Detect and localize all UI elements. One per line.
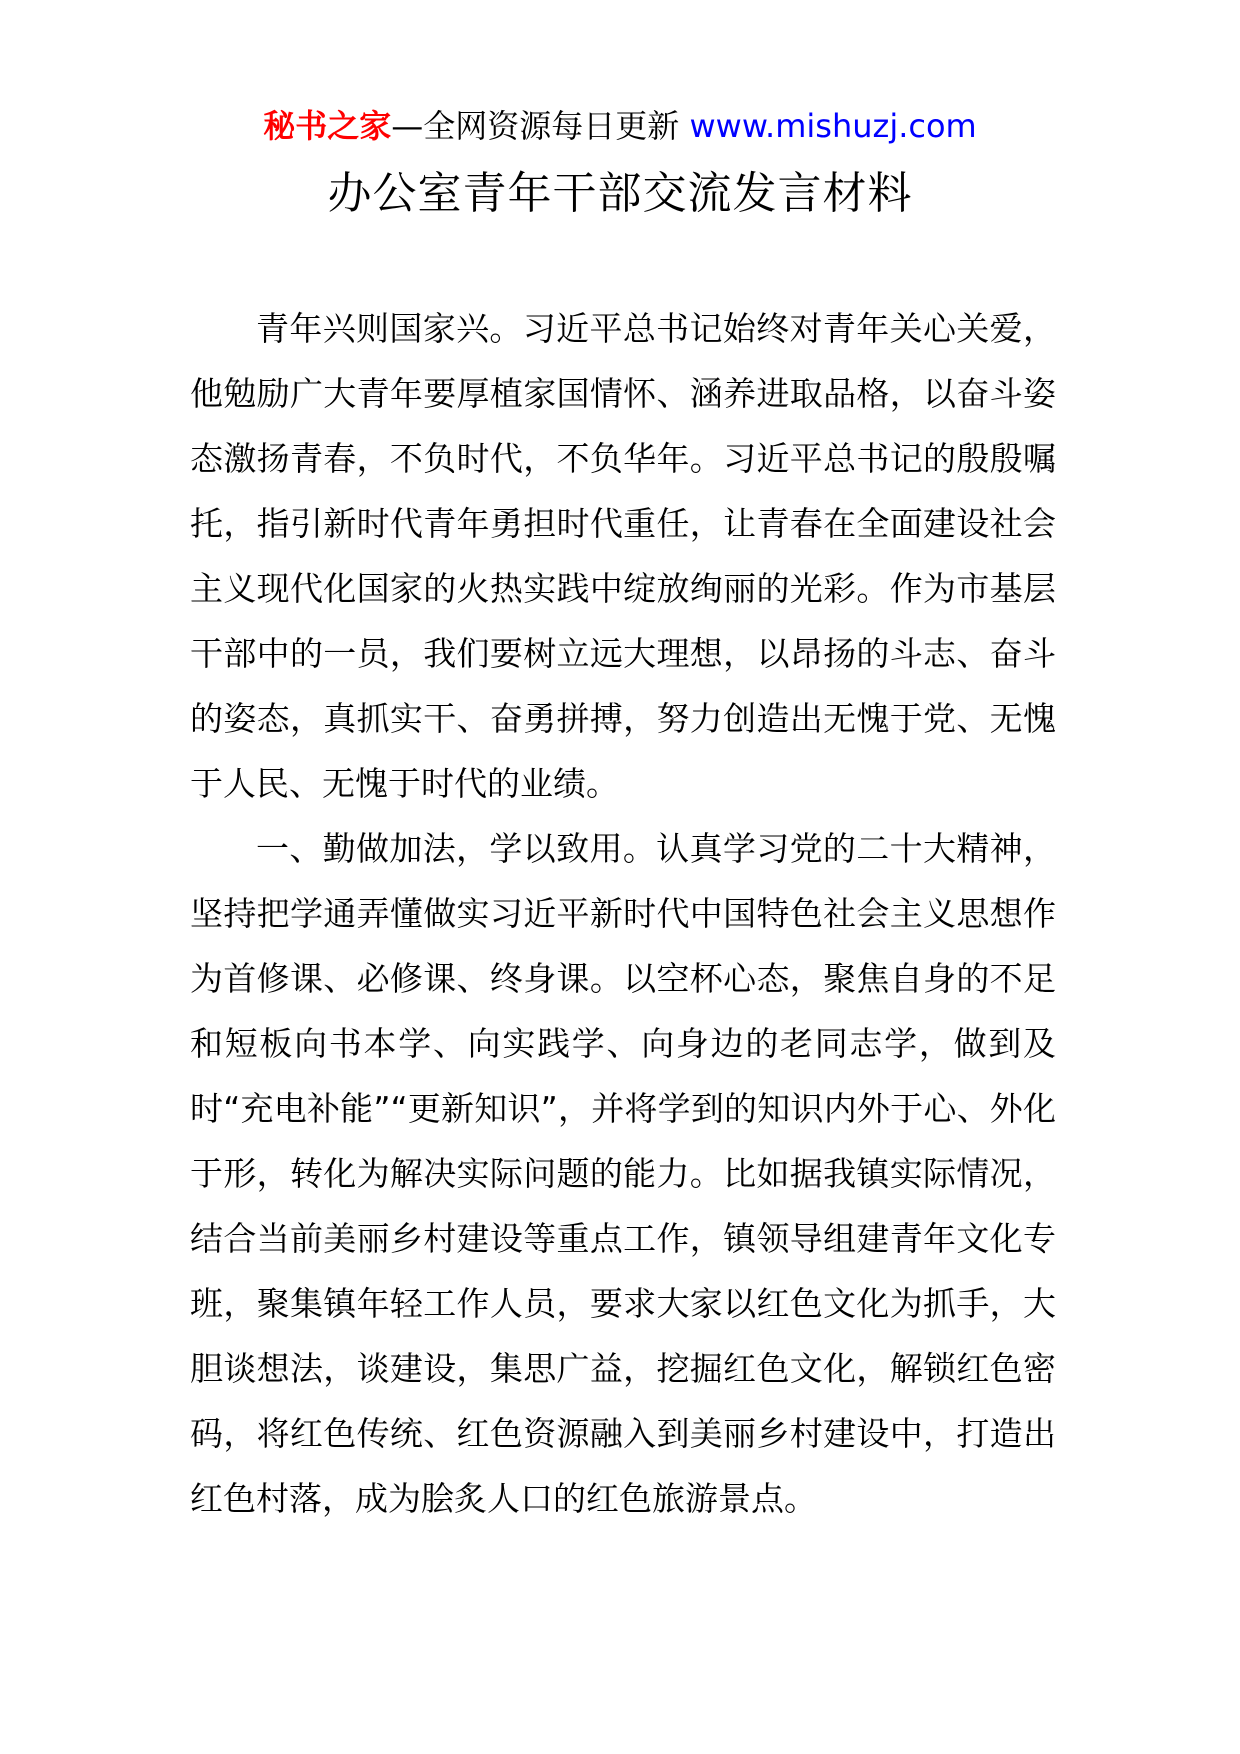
- website-url: www.mishuzj.com: [689, 107, 977, 145]
- document-title: 办公室青年干部交流发言材料: [327, 168, 913, 219]
- brand-name: 秘书之家: [263, 107, 392, 145]
- site-header: [0, 104, 1240, 148]
- paragraph-intro: 青年兴则国家兴。习近平总书记始终对青年关心关爱，他勉励广大青年要厚植家国情怀、涵养进取品格，以奋斗姿态激扬青春，不负时代，不负华年。习近平总书记的殷殷嘱托，指引新时代青年勇担时代重任，让青春在全面建设社会主义现代化国家的火热实践中绽放绚丽的光彩。作为市基层干部中的一员，我们要树立远大理想，以昂扬的斗志、奋斗的姿态，真抓实干、奋勇拼搏，努力创造出无愧于党、无愧于人民、无愧于时代的业绩。: [190, 309, 1056, 803]
- paragraph-section-one: 一、勤做加法，学以致用。认真学习党的二十大精神，坚持把学通弄懂做实习近平新时代中国特色社会主义思想作为首修课、必修课、终身课。以空杯心态，聚焦自身的不足和短板向书本学、向实践学、向身边的老同志学，做到及时“充电补能”“更新知识”，并将学到的知识内外于心、外化于形，转化为解决实际问题的能力。比如据我镇实际情况，结合当前美丽乡村建设等重点工作，镇领导组建青年文化专班，聚集镇年轻工作人员，要求大家以红色文化为抓手，大胆谈想法，谈建设，集思广益，挖掘红色文化，解锁红色密码，将红色传统、红色资源融入到美丽乡村建设中，打造出红色村落，成为脍炙人口的红色旅游景点。: [190, 829, 1056, 1518]
- header-tagline: —全网资源每日更新: [391, 107, 690, 145]
- document-body: [190, 296, 1056, 1531]
